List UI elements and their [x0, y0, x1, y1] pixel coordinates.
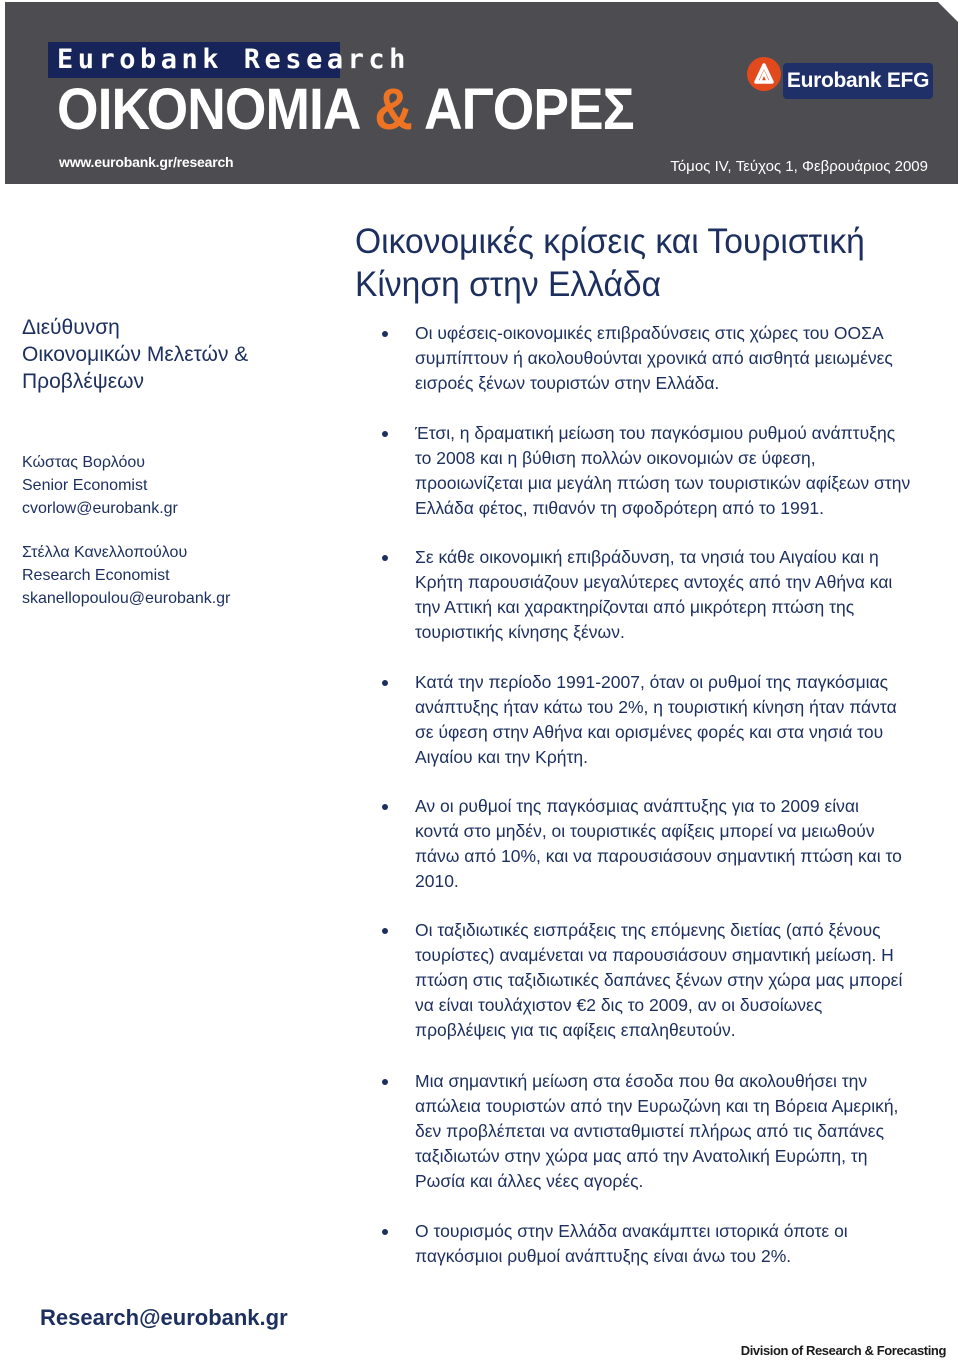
bullet-line: προβλέψεις για τις αφίξεις επαληθευτούν.: [415, 1020, 736, 1040]
article-headline: [355, 220, 893, 306]
bullet-icon: [382, 1079, 388, 1085]
bullet-line: δεν προβλέπεται να αντισταθμιστεί πλήρως από τις δαπάνες: [415, 1121, 885, 1141]
bullet-line: προοιωνίζεται μια μεγάλη πτώση των τουριστικών αφίξεων στην: [415, 473, 911, 493]
bullet-line: απώλεια τουριστών από την Ευρωζώνη και τη Βόρεια Αμερική,: [415, 1096, 899, 1116]
author-role: Senior Economist: [22, 477, 148, 494]
department-line: Προβλέψεων: [22, 370, 144, 393]
bullet-line: Ρωσία και άλλες νέες αγορές.: [415, 1171, 644, 1191]
bullet-line: ανάπτυξης ήταν κάτω του 2%, η τουριστική κίνηση ήταν πάντα: [415, 697, 897, 717]
bullet-line: να είναι τουλάχιστον €2 δις το 2009, αν οι δυσοίωνες: [415, 995, 823, 1015]
bullet-line: την Αττική και χαρακτηρίζονται από μικρότερη πτώση της: [415, 597, 855, 617]
bullet-line: Αιγαίου και την Κρήτη.: [415, 747, 589, 767]
corner-fold: [936, 0, 960, 24]
list-item: [415, 545, 940, 645]
bullet-icon: [382, 555, 388, 561]
logo-wordmark: Eurobank EFG: [783, 63, 933, 99]
bullet-line: Οι ταξιδιωτικές εισπράξεις της επόμενης διετίας (από ξένους: [415, 920, 881, 940]
department-line: Οικονομικών Μελετών &: [22, 343, 249, 366]
eurobank-logo: [747, 55, 933, 101]
bullet-line: πτώση στις ταξιδιωτικές δαπάνες ξένων στην χώρα μας μπορεί: [415, 970, 903, 990]
department-line: Διεύθυνση: [22, 316, 120, 339]
bullet-line: εισροές ξένων τουριστών στην Ελλάδα.: [415, 373, 720, 393]
bullet-line: κοντά στο μηδέν, οι τουριστικές αφίξεις μπορεί να μειωθούν: [415, 821, 875, 841]
masthead: [0, 0, 960, 186]
headline-line: Κίνηση στην Ελλάδα: [355, 265, 662, 304]
contact-email-link[interactable]: Research@eurobank.gr: [40, 1305, 288, 1330]
issue-info: Τόμος IV, Τεύχος 1, Φεβρουάριος 2009: [670, 158, 928, 175]
bullet-line: Σε κάθε οικονομική επιβράδυνση, τα νησιά του Αιγαίου και η: [415, 547, 879, 567]
list-item: [415, 1069, 940, 1194]
bullet-line: πάνω από 10%, και να παρουσιάσουν σημαντική πτώση και το: [415, 846, 902, 866]
series-label: Eurobank Research: [57, 44, 410, 75]
logo-mark-icon: [747, 57, 781, 91]
title-part2: ΑΓΟΡΕΣ: [423, 77, 634, 142]
bullet-icon: [382, 331, 388, 337]
list-item: [415, 421, 940, 521]
bullet-icon: [382, 1229, 388, 1235]
bullet-line: 2010.: [415, 871, 459, 891]
publication-title: [57, 76, 634, 143]
bullet-line: Οι υφέσεις-οικονομικές επιβραδύνσεις στις χώρες του ΟΟΣΑ: [415, 323, 884, 343]
author-card: [22, 541, 282, 610]
author-name: Στέλλα Κανελλοπούλου: [22, 544, 188, 561]
list-item: [415, 794, 940, 894]
bullet-line: σε ύφεση στην Αθήνα και ορισμένες φορές και στα νησιά του: [415, 722, 884, 742]
bullet-line: Κατά την περίοδο 1991-2007, όταν οι ρυθμοί της παγκόσμιας: [415, 672, 889, 692]
masthead-banner: [5, 2, 958, 184]
bullet-line: τουρίστες) αναμένεται να παρουσιάσουν σημαντική μείωση. Η: [415, 945, 894, 965]
list-item: [415, 670, 940, 770]
author-role: Research Economist: [22, 567, 170, 584]
title-part1: ΟΙΚΟΝΟΜΙΑ: [57, 77, 361, 142]
author-name: Κώστας Βορλόου: [22, 454, 146, 471]
bullet-line: Αν οι ρυθμοί της παγκόσμιας ανάπτυξης για το 2009 είναι: [415, 796, 859, 816]
site-url-link[interactable]: www.eurobank.gr/research: [59, 154, 234, 170]
bullet-icon: [382, 804, 388, 810]
bullet-line: Κρήτη παρουσιάζουν μεγαλύτερες αντοχές από την Αθήνα και: [415, 572, 893, 592]
list-item: [415, 321, 940, 396]
department-title: [22, 314, 282, 395]
bullet-icon: [382, 680, 388, 686]
bullet-line: Ελλάδα φέτος, πιθανόν τη σφοδρότερη από το 1991.: [415, 498, 825, 518]
author-card: [22, 451, 282, 520]
bullet-line: το 2008 και η βύθιση πολλών οικονομιών σε ύφεση,: [415, 448, 816, 468]
title-ampersand: &: [374, 77, 413, 142]
bullet-line: Μια σημαντική μείωση στα έσοδα που θα ακολουθήσει την: [415, 1071, 868, 1091]
division-name: Division of Research & Forecasting: [740, 1343, 946, 1358]
bullet-line: Έτσι, η δραματική μείωση του παγκόσμιου ρυθμού ανάπτυξης: [415, 423, 896, 443]
author-email-link[interactable]: cvorlow@eurobank.gr: [22, 500, 178, 517]
bullet-icon: [382, 928, 388, 934]
author-email-link[interactable]: skanellopoulou@eurobank.gr: [22, 590, 231, 607]
bullet-line: Ο τουρισμός στην Ελλάδα ανακάμπτει ιστορικά όποτε οι: [415, 1221, 848, 1241]
bullet-line: συμπίπτουν ή ακολουθούνται χρονικά από αισθητά μειωμένες: [415, 348, 893, 368]
bullet-icon: [382, 431, 388, 437]
bullet-line: ταξιδιωτών στην χώρα μας από την Ανατολική Ευρώπη, τη: [415, 1146, 868, 1166]
bullet-line: παγκόσμιοι ρυθμοί ανάπτυξης είναι άνω του 2%.: [415, 1246, 792, 1266]
list-item: [415, 918, 940, 1043]
list-item: [415, 1219, 940, 1269]
headline-line: Οικονομικές κρίσεις και Τουριστική: [355, 222, 865, 261]
bullet-line: τουριστικής κίνησης ξένων.: [415, 622, 625, 642]
